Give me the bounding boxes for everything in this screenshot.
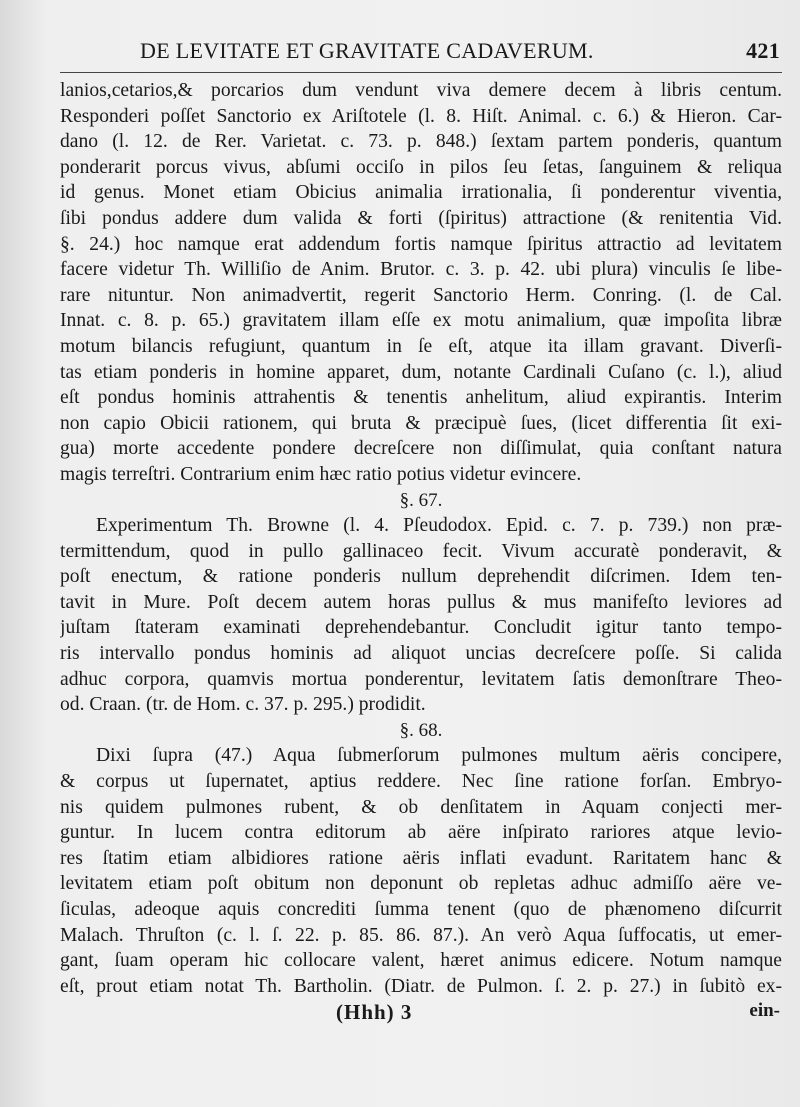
text-line: Experimentum Th. Browne (l. 4. Pſeudodox. Epid. c. 7. p. 739.) non præ-	[96, 515, 782, 537]
text-line: ſibi pondus addere dum valida & forti (ſpiritus) attractione (& renitentia Vid.	[60, 207, 782, 229]
text-line: juſtam ſtateram examinati deprehendebantur. Concludit igitur tanto tempo-	[60, 617, 782, 639]
text-line: res ſtatim etiam albidiores ratione aëris inflati evadunt. Raritatem hanc &	[60, 847, 782, 869]
text-line: gua) morte accedente pondere decreſcere non diſſimulat, quia conſtant natura	[60, 438, 782, 460]
text-line: non capio Obicii rationem, qui bruta & præcipuè ſues, (licet differentia ſit exi-	[60, 412, 782, 434]
running-head: DE LEVITATE ET GRAVITATE CADAVERUM.	[140, 38, 594, 63]
text-line: Malach. Thruſton (c. l. ſ. 22. p. 85. 86. 87.). An verò Aqua ſuffocatis, ut emer-	[60, 924, 782, 946]
text-line: adhuc corpora, quamvis mortua ponderentur, levitatem ſatis demonſtrare Theo-	[60, 668, 782, 690]
page-footer	[60, 1000, 782, 1030]
body-text	[60, 78, 782, 999]
text-line: magis terreſtri. Contrarium enim hæc ratio potius videtur evincere.	[60, 463, 582, 485]
text-line: eſt pondus hominis attrahentis & tenentis anhelitum, aliud expirantis. Interim	[60, 387, 782, 409]
section-heading: §. 68.	[399, 719, 443, 741]
text-line: id genus. Monet etiam Obicius animalia irrationalia, ſi ponderentur viventia,	[60, 182, 782, 204]
text-line: od. Craan. (tr. de Hom. c. 37. p. 295.) prodidit.	[60, 694, 426, 716]
signature-mark: (Hhh) 3	[336, 1000, 413, 1024]
text-line: ponderarit porcus vivus, abſumi occiſo in pilos ſeu ſetas, ſanguinem & reliqua	[60, 156, 782, 178]
text-line: eſt, prout etiam notat Th. Bartholin. (Diatr. de Pulmon. ſ. 2. p. 27.) in ſubitò ex-	[60, 975, 782, 997]
catchword: ein-	[749, 1000, 780, 1021]
page-header	[140, 36, 780, 70]
text-line: ris intervallo pondus hominis ad aliquot uncias decreſcere poſſe. Si calida	[60, 643, 782, 665]
text-line: Innat. c. 8. p. 65.) gravitatem illam eſſe ex motu animalium, quæ impoſita libræ	[60, 310, 782, 332]
text-line: lanios,cetarios,& porcarios dum vendunt viva demere decem à libris centum.	[60, 80, 782, 101]
text-line: termittendum, quod in pullo gallinaceo fecit. Vivum accuratè ponderavit, &	[60, 540, 782, 562]
text-line: gant, ſuam operam hic collocare valent, hæret animus edicere. Notum namque	[60, 950, 782, 972]
text-line: tavit in Mure. Poſt decem autem horas pullus & mus manifeſto leviores ad	[60, 591, 782, 613]
text-line: guntur. In lucem contra editorum ab aëre inſpirato rariores atque levio-	[60, 822, 782, 844]
page-number: 421	[746, 38, 780, 63]
text-line: & corpus ut ſupernatet, aptius reddere. Nec ſine ratione forſan. Embryo-	[60, 771, 782, 793]
header-rule	[60, 72, 782, 73]
text-line: nis quidem pulmones rubent, & ob denſitatem in Aquam conjecti mer-	[60, 796, 782, 818]
text-line: poſt enectum, & ratione ponderis nullum deprehendit diſcrimen. Idem ten-	[60, 566, 782, 588]
text-line: tas etiam ponderis in homine apparet, dum, notante Cardinali Cuſano (c. l.), aliud	[60, 361, 782, 383]
text-line: Responderi poſſet Sanctorio ex Ariſtotele (l. 8. Hiſt. Animal. c. 6.) & Hieron. Car-	[60, 105, 782, 127]
text-line: rare nituntur. Non animadvertit, regerit Sanctorio Herm. Conring. (l. de Cal.	[60, 284, 782, 306]
text-line: levitatem etiam poſt obitum non deponunt ob repletas adhuc admiſſo aëre ve-	[60, 873, 782, 895]
text-line: ſiculas, adeoque aquis concrediti ſumma tenent (quo de phænomeno diſcurrit	[60, 899, 782, 920]
section-heading: §. 67.	[399, 489, 443, 511]
text-line: §. 24.) hoc namque erat addendum fortis namque ſpiritus attractio ad levitatem	[60, 233, 782, 255]
text-line: Dixi ſupra (47.) Aqua ſubmerſorum pulmones multum aëris concipere,	[96, 745, 782, 767]
text-line: facere videtur Th. Williſio de Anim. Brutor. c. 3. p. 42. ubi plura) vinculis ſe libe-	[60, 259, 782, 281]
text-line: dano (l. 12. de Rer. Varietat. c. 73. p. 848.) ſextam partem ponderis, quantum	[60, 131, 782, 153]
text-line: motum bilancis refugiunt, quantum in ſe eſt, atque ita illam gravant. Diverſi-	[60, 335, 782, 357]
